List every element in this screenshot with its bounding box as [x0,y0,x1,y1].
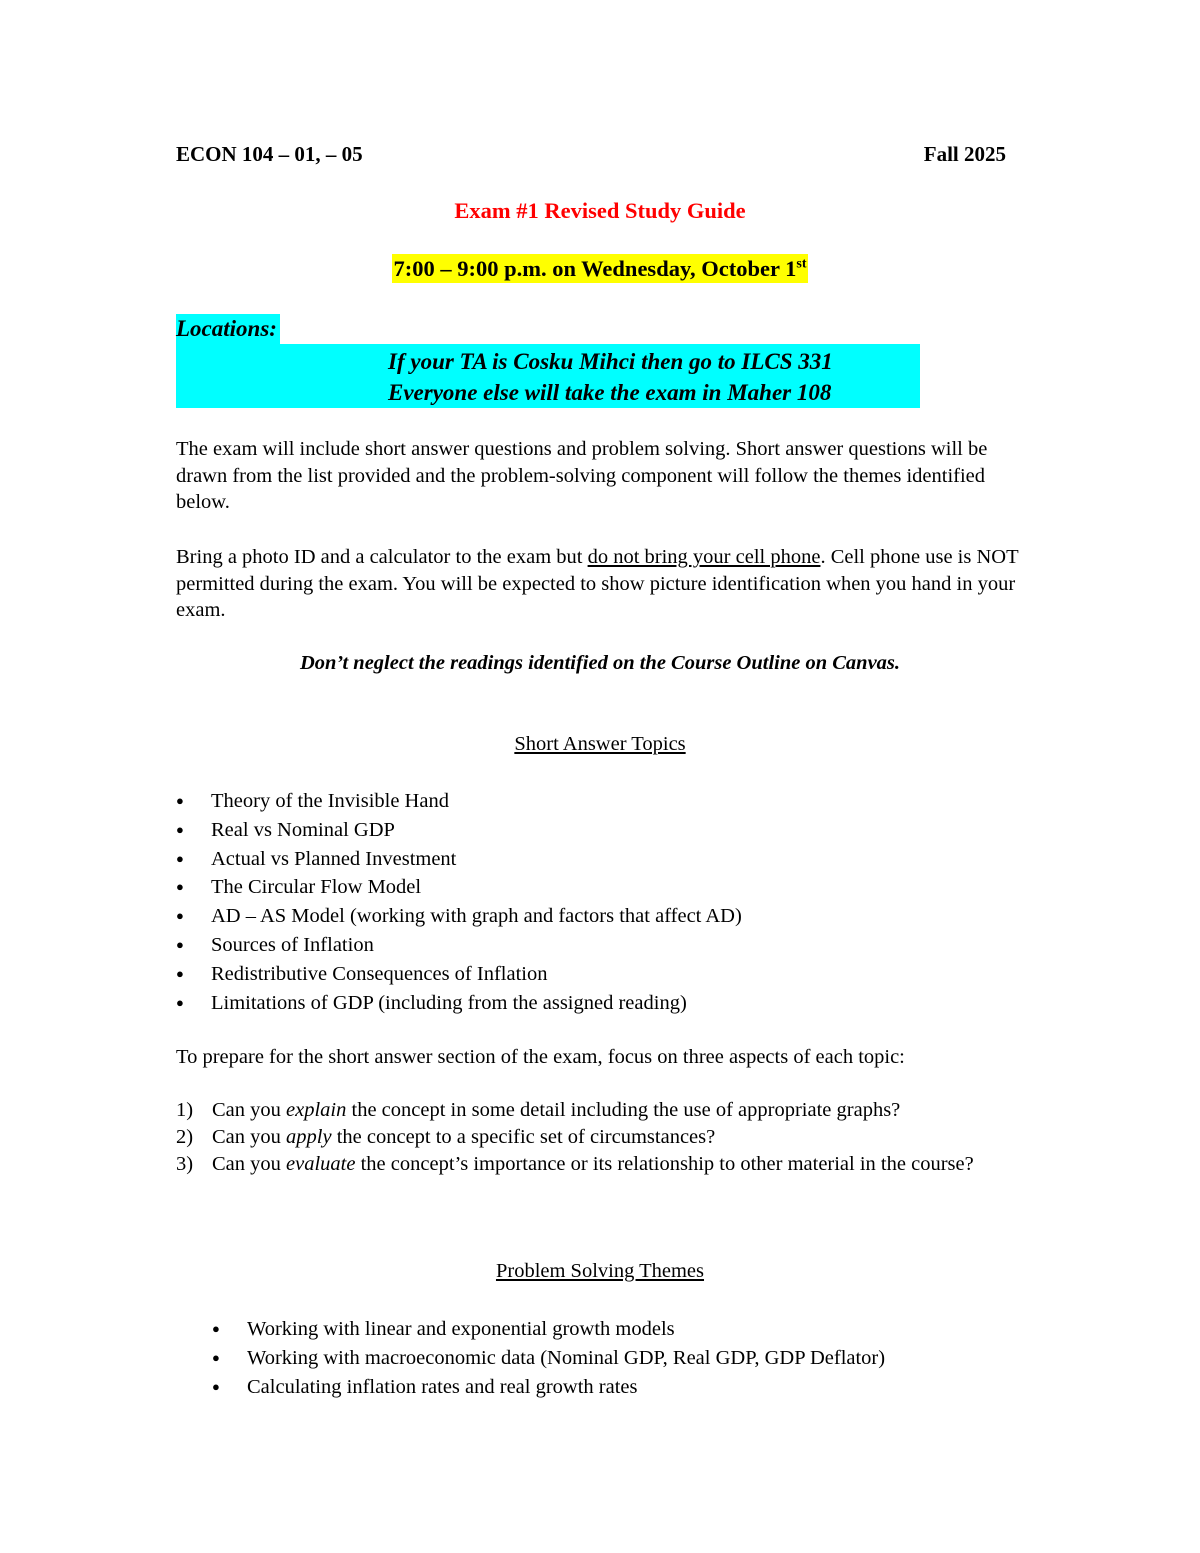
page-title: Exam #1 Revised Study Guide [454,198,746,223]
aspect-post: the concept to a specific set of circumstances? [331,1126,716,1148]
list-item: ● Theory of the Invisible Hand [176,787,1026,816]
intro-paragraph: The exam will include short answer questions and problem solving. Short answer questions will be drawn from the list provided and the problem-solving component will follow the themes identified below. [176,438,988,513]
location-line-1: If your TA is Cosku Mihci then go to ILCS 331 [388,349,833,374]
list-item: ● Working with macroeconomic data (Nominal GDP, Real GDP, GDP Deflator) [212,1344,1032,1373]
course-header [176,142,1006,167]
list-item: ● AD – AS Model (working with graph and factors that affect AD) [176,902,1026,931]
prepare-paragraph: To prepare for the short answer section of the exam, focus on three aspects of each topic: [176,1046,905,1068]
aspect-number: 3) [176,1153,194,1175]
list-item [176,1097,1016,1124]
aspect-keyword: evaluate [286,1153,356,1175]
bring-paragraph [176,544,1026,624]
locations-label: Locations: [176,314,280,344]
readings-note: Don’t neglect the readings identified on the Course Outline on Canvas. [299,652,901,674]
term: Fall 2025 [923,142,1006,166]
location-line-2: Everyone else will take the exam in Maher 108 [388,380,832,405]
list-item [176,1151,1016,1178]
list-item: ● Calculating inflation rates and real growth rates [212,1373,1032,1402]
aspect-post: the concept in some detail including the use of appropriate graphs? [346,1099,901,1121]
list-item: ● Sources of Inflation [176,931,1026,960]
aspect-keyword: explain [286,1099,347,1121]
aspect-keyword: apply [286,1126,332,1148]
exam-time-sup: st [796,256,807,272]
bring-underlined: do not bring your cell phone [587,546,821,568]
aspect-post: the concept’s importance or its relationship to other material in the course? [355,1153,974,1175]
list-item: ● Limitations of GDP (including from the assigned reading) [176,989,1026,1018]
short-answer-heading: Short Answer Topics [514,733,686,755]
aspect-number: 1) [176,1099,194,1121]
problem-solving-theme-list [212,1315,1032,1401]
exam-time [176,256,1024,282]
aspect-pre: Can you [212,1153,287,1175]
short-answer-topic-list [176,787,1026,1017]
aspect-pre: Can you [212,1099,287,1121]
list-item: ● Actual vs Planned Investment [176,845,1026,874]
exam-time-highlight [392,254,807,283]
list-item: ● The Circular Flow Model [176,873,1026,902]
aspect-pre: Can you [212,1126,287,1148]
problem-solving-heading: Problem Solving Themes [495,1260,705,1282]
list-item: ● Working with linear and exponential growth models [212,1315,1032,1344]
exam-time-text: 7:00 – 9:00 p.m. on Wednesday, October 1 [393,256,797,281]
list-item: ● Redistributive Consequences of Inflation [176,960,1026,989]
list-item: ● Real vs Nominal GDP [176,816,1026,845]
course-code: ECON 104 – 01, – 05 [176,142,363,166]
locations-box [176,344,920,408]
bring-text-2: . Cell phone use is NOT permitted during the exam. You will be expected to show picture identification when you hand in your exam. [176,546,1019,621]
list-item [176,1124,1016,1151]
aspects-list [176,1097,1016,1178]
bring-text-1: Bring a photo ID and a calculator to the exam but [176,546,588,568]
aspect-number: 2) [176,1126,194,1148]
